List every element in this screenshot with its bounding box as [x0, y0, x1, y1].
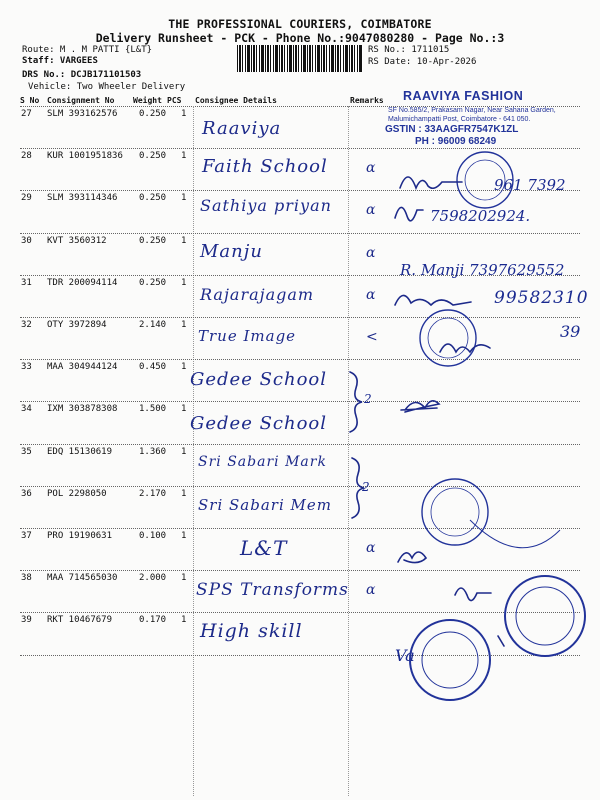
round-stamp-row36 [422, 479, 488, 545]
row-weight: 1.500 [139, 404, 167, 415]
row-consignment-no: EDQ 15130619 [47, 446, 113, 457]
row-weight: 0.250 [139, 235, 167, 246]
row-consignee-handwritten: Sathiya priyan [200, 196, 332, 216]
row-sno: 31 [21, 277, 32, 288]
row-weight: 0.100 [139, 531, 167, 541]
row-sno: 30 [21, 235, 32, 246]
row-consignment-no: MAA 714565030 [47, 573, 118, 584]
stamp-name: RAAVIYA FASHION [403, 89, 524, 103]
row-pcs: 1 [181, 193, 187, 204]
rs-date: RS Date: 10-Apr-2026 [368, 57, 477, 67]
row-sno: 27 [21, 109, 32, 119]
row-pcs: 1 [181, 277, 187, 288]
runsheet-title: THE PROFESSIONAL COURIERS, COIMBATORE [168, 17, 432, 31]
row-remark: < [366, 329, 378, 345]
runsheet-subtitle: Delivery Runsheet - PCK - Phone No.:9047080280 - Page No.:3 [95, 31, 505, 45]
row-consignment-no: PRO 19190631 [47, 531, 113, 541]
row-consignment-no: POL 2298050 [47, 488, 107, 499]
row-sno: 36 [21, 488, 32, 499]
row28-phone: 961 7392 [494, 176, 566, 194]
signature-row34 [401, 401, 439, 412]
brace-rows-35-36 [352, 458, 364, 518]
row-weight: 0.250 [139, 151, 167, 162]
staff-label: Staff: VARGEES [22, 56, 98, 66]
row-weight: 2.140 [139, 320, 167, 330]
final-mark: Va [395, 646, 415, 665]
row-consignment-no: KVT 3560312 [47, 235, 107, 246]
row-consignee-handwritten: Gedee School [190, 413, 328, 435]
signature-row38 [455, 588, 491, 601]
row31-signature: R. Manji 7397629552 [400, 261, 565, 279]
col-head-sno: S No [20, 96, 40, 105]
row-consignment-no: SLM 393114346 [47, 193, 118, 204]
brace-mark-2: 2 [362, 480, 370, 494]
row-consignment-no: RKT 10467679 [47, 615, 113, 626]
row-pcs: 1 [181, 109, 187, 119]
row29-phone: 7598202924. [430, 207, 531, 225]
row-consignment-no: SLM 393162576 [47, 109, 118, 119]
row-remark: α [366, 202, 376, 219]
row-sno: 33 [21, 362, 32, 373]
col-head-consignee: Consignee Details [195, 96, 277, 105]
row-sno: 32 [21, 320, 32, 330]
row-remark: α [366, 286, 376, 303]
row-consignee-handwritten: Gedee School [190, 369, 328, 391]
row31-phone: 99582310 [494, 288, 589, 308]
row-weight: 0.250 [139, 193, 167, 204]
row-remark: α [366, 582, 376, 599]
row-sno: 29 [21, 193, 32, 204]
row-pcs: 1 [181, 531, 187, 541]
row-consignee-handwritten: Raaviya [202, 118, 282, 139]
row-consignee-handwritten: True Image [198, 327, 297, 345]
row-pcs: 1 [181, 446, 187, 457]
row-weight: 2.170 [139, 488, 167, 499]
row-weight: 2.000 [139, 573, 167, 584]
brace-mark-1: 2 [364, 392, 372, 406]
drs-number: DRS No.: DCJB171101503 [22, 70, 142, 80]
row-pcs: 1 [181, 404, 187, 415]
row-consignee-handwritten: Rajarajagam [200, 284, 315, 304]
row-weight: 1.360 [139, 446, 167, 457]
row-pcs: 1 [181, 320, 187, 330]
row-consignee-handwritten: Sri Sabari Mem [198, 495, 332, 514]
row-pcs: 1 [181, 573, 187, 584]
brace-rows-33-34 [350, 372, 362, 432]
row-consignee-handwritten: Manju [200, 240, 263, 262]
slash-row38 [498, 636, 504, 646]
stamp-address-line2: Malumichampatti Post, Coimbatore - 641 050. [388, 116, 531, 123]
rs-number: RS No.: 1711015 [368, 45, 450, 55]
row-remark: α [366, 540, 376, 556]
vehicle-label: Vehicle: Two Wheeler Delivery [28, 82, 186, 92]
row-weight: 0.450 [139, 362, 167, 373]
round-stamp-row38 [505, 576, 585, 656]
row-weight: 0.250 [139, 277, 167, 288]
col-head-consignment: Consignment No [47, 96, 115, 105]
row-sno: 35 [21, 446, 32, 457]
signature-row32 [440, 344, 490, 352]
row-consignment-no: IXM 303878308 [47, 404, 118, 415]
row-remark: α [366, 160, 376, 177]
signature-row31 [395, 295, 471, 305]
row-pcs: 1 [181, 615, 187, 626]
col-head-weight: Weight [133, 96, 162, 105]
row-consignment-no: MAA 304944124 [47, 362, 118, 373]
row-pcs: 1 [181, 151, 187, 162]
row-pcs: 1 [181, 488, 187, 499]
row-sno: 39 [21, 615, 32, 626]
stamp-address-line1: SF No.585/2, Prakasam Nagar, Near Sahana Garden, [388, 107, 556, 114]
col-head-pcs: PCS [167, 96, 182, 105]
signature-row37 [398, 552, 426, 563]
row-consignment-no: OTY 3972894 [47, 320, 107, 330]
col-head-remarks: Remarks [350, 96, 384, 105]
row-weight: 0.250 [139, 109, 167, 119]
row-remark: α [366, 244, 376, 261]
row-sno: 34 [21, 404, 32, 415]
row-consignment-no: KUR 1001951836 [47, 151, 123, 162]
row-sno: 38 [21, 573, 32, 584]
row32-number: 39 [560, 322, 581, 341]
row-pcs: 1 [181, 235, 187, 246]
row-consignee-handwritten: Faith School [202, 156, 328, 178]
row-consignee-handwritten: Sri Sabari Mark [198, 453, 327, 470]
row-consignment-no: TDR 200094114 [47, 277, 118, 288]
route-label: Route: M . M PATTI {L&T} [22, 45, 153, 55]
row-pcs: 1 [181, 362, 187, 373]
stamp-gstin: GSTIN : 33AAGFR7547K1ZL [385, 124, 519, 135]
row-consignee-handwritten: High skill [200, 620, 303, 643]
row-weight: 0.170 [139, 615, 167, 626]
signature-row29 [395, 207, 423, 220]
row-sno: 37 [21, 531, 32, 541]
signature-row28 [400, 177, 462, 188]
stamp-phone: PH : 96009 68249 [415, 136, 497, 147]
row-consignee-handwritten: SPS Transforms [196, 580, 349, 601]
row-consignee-handwritten: L&T [240, 536, 288, 560]
row-sno: 28 [21, 151, 32, 162]
